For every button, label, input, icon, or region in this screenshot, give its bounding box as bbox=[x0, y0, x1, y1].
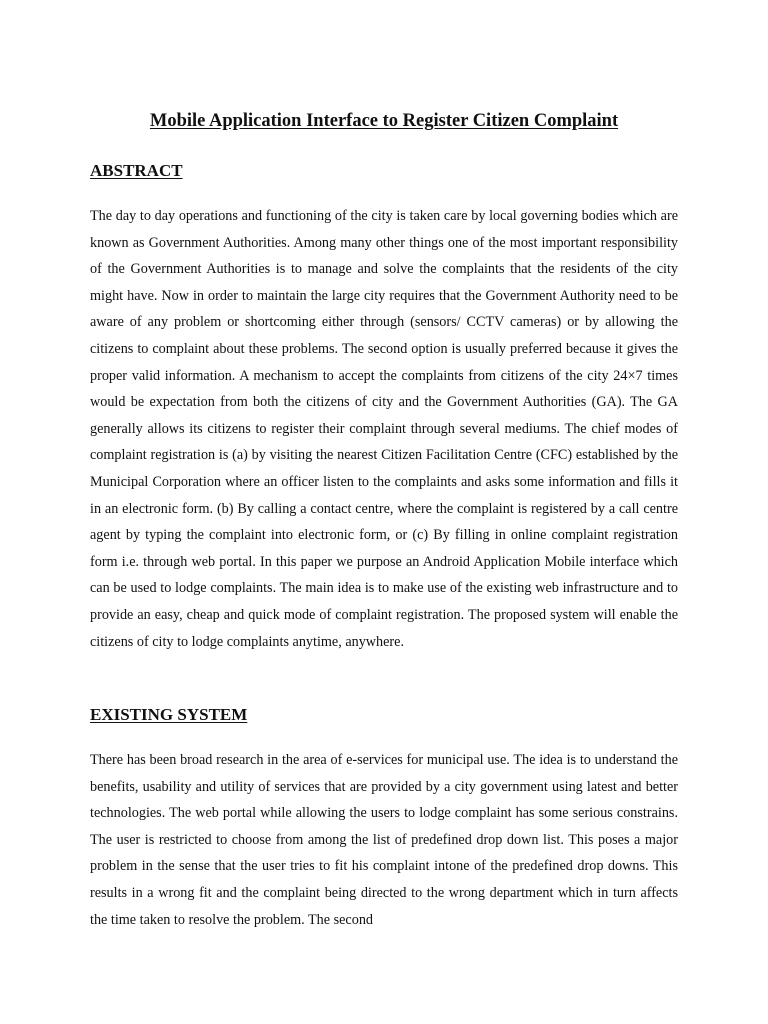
section-heading-abstract: ABSTRACT bbox=[90, 161, 183, 180]
section-body-abstract: The day to day operations and functioning of the city is taken care by local governing bodies which are known as Government Authorities. Among many other things one of the most important responsibility of the Government Authorities is to manage and solve the complaints that the residents of the city might have. Now in order to maintain the large city requires that the Government Authority need to be aware of any problem or shortcoming either through (sensors/ CCTV cameras) or by allowing the citizens to complaint about these problems. The second option is usually preferred because it gives the proper valid information. A mechanism to accept the complaints from citizens of the city 24×7 times would be expectation from both the citizens of city and the Government Authorities (GA). The GA generally allows its citizens to register their complaint through several mediums. The chief modes of complaint registration is (a) by visiting the nearest Citizen Facilitation Centre (CFC) established by the Municipal Corporation where an officer listen to the complaints and asks some information and fills it in an electronic form. (b) By calling a contact centre, where the complaint is registered by a call centre agent by typing the complaint into electronic form, or (c) By filling in online complaint registration form i.e. through web portal. In this paper we purpose an Android Application Mobile interface which can be used to lodge complaints. The main idea is to make use of the existing web infrastructure and to provide an easy, cheap and quick mode of complaint registration. The proposed system will enable the citizens of city to lodge complaints anytime, anywhere. bbox=[90, 208, 678, 650]
section-heading-existing-system: EXISTING SYSTEM bbox=[90, 705, 248, 724]
section-body-existing-system: There has been broad research in the area of e-services for municipal use. The idea is to understand the benefits, usability and utility of services that are provided by a city government using latest and better technologies. The web portal while allowing the users to lodge complaint has some serious constrains. The user is restricted to choose from among the list of predefined drop down list. This poses a major problem in the sense that the user tries to fit his complaint intone of the predefined drop downs. This results in a wrong fit and the complaint being directed to the wrong department which in turn affects the time taken to resolve the problem. The second bbox=[90, 752, 678, 928]
document-title: Mobile Application Interface to Register Citizen Complaint bbox=[149, 111, 619, 131]
